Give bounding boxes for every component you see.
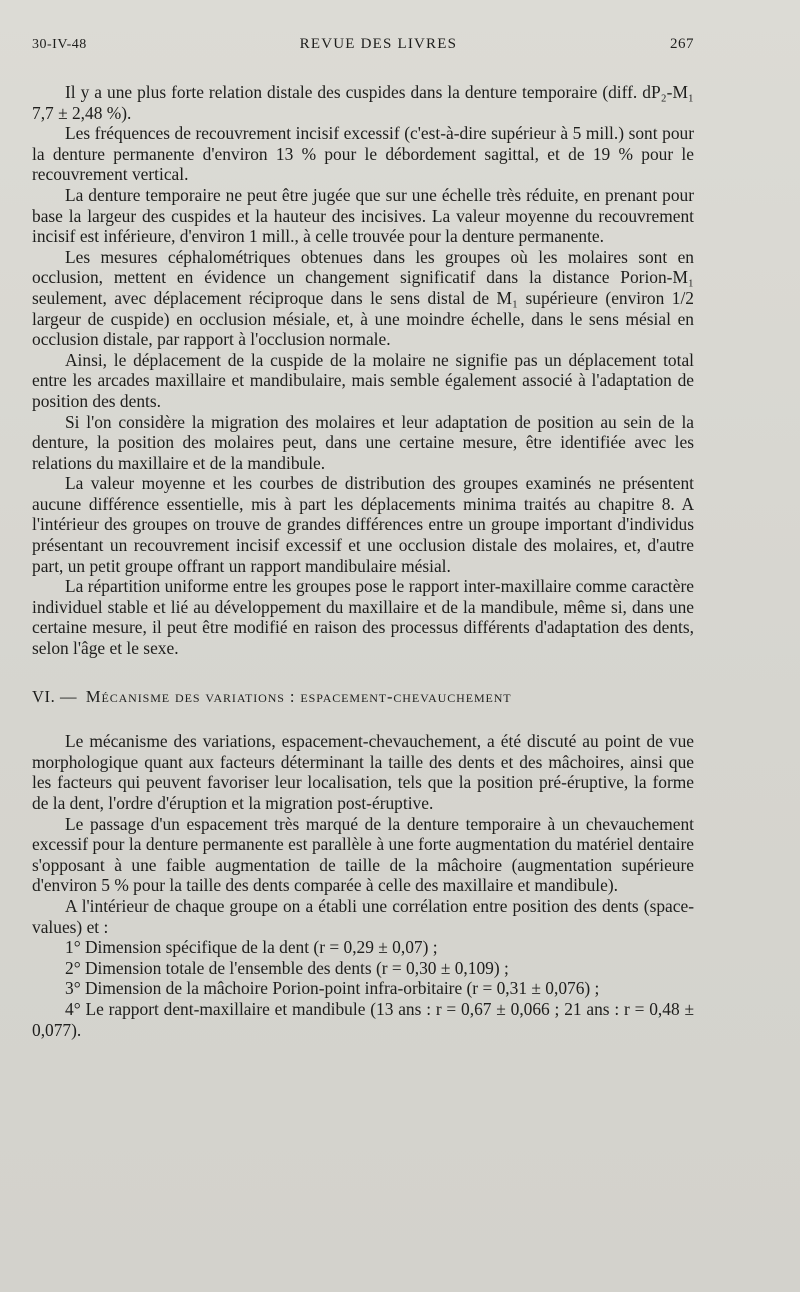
list-item: 2° Dimension totale de l'ensemble des dents (r = 0,30 ± 0,109) ; (65, 957, 509, 978)
paragraph: Si l'on considère la migration des molaires et leur adaptation de position au sein de la denture, la position des molaires peut, dans une certaine mesure, être identifiée avec les relations du maxillaire et de la mandibule. (32, 411, 694, 473)
list-item: 4° Le rapport dent-maxillaire et mandibule (13 ans : r = 0,67 ± 0,066 ; 21 ans : r = 0,48 ± 0,077). (32, 998, 694, 1040)
section-heading (32, 687, 694, 708)
paragraph: A l'intérieur de chaque groupe on a établi une corrélation entre position des dents (space-values) et : (32, 895, 694, 937)
paragraph: Il y a une plus forte relation distale des cuspides dans la denture temporaire (diff. dP₂-M₁ 7,7 ± 2,48 %). (32, 82, 694, 123)
page-number: 267 (669, 36, 694, 52)
paragraph: Ainsi, le déplacement de la cuspide de la molaire ne signifie pas un déplacement total entre les arcades maxillaire et mandibulaire, mais semble également associé à l'adaptation de position des dents. (32, 349, 694, 411)
paragraph: La répartition uniforme entre les groupes pose le rapport inter-maxillaire comme caractère individuel stable et lié au développement du maxillaire et de la mandibule, même si, dans une certaine mesure, il peut être modifié en raison des processus différents d'adaptation des dents, selon l'âge et le sexe. (32, 576, 694, 659)
header-date: 30-IV-48 (32, 37, 87, 52)
paragraph: La valeur moyenne et les courbes de distribution des groupes examinés ne présentent aucune différence essentielle, mis à part les déplacements minima traités au chapitre 8. A l'intérieur des groupes on trouve de grandes différences entre un groupe important d'individus présentant un recouvrement incisif excessif et une occlusion distale des molaires, et, d'autre part, un petit groupe offrant un rapport mandibulaire mésial. (32, 473, 694, 576)
paragraph: Le passage d'un espacement très marqué de la denture temporaire à un chevauchement excessif pour la denture permanente est parallèle à une forte augmentation du matériel dentaire s'opposant à une faible augmentation de taille de la mâchoire (augmentation supérieure d'environ 5 % pour la taille des dents comparée à celle des maxillaire et mandibule). (32, 813, 694, 896)
paragraph: La denture temporaire ne peut être jugée que sur une échelle très réduite, en prenant pour base la largeur des cuspides et la hauteur des incisives. La valeur moyenne du recouvrement incisif est inférieure, d'environ 1 mill., à celle trouvée pour la denture permanente. (32, 184, 694, 247)
article-body (32, 82, 694, 1040)
list-item: 3° Dimension de la mâchoire Porion-point infra-orbitaire (r = 0,31 ± 0,076) ; (65, 978, 600, 999)
header-journal-title: REVUE DES LIVRES (299, 36, 458, 52)
running-header (32, 36, 694, 58)
paragraph: Les fréquences de recouvrement incisif excessif (c'est-à-dire supérieur à 5 mill.) sont pour la denture permanente d'environ 13 % pour le débordement sagittal, et de 19 % pour le recouvrement vertical. (32, 123, 694, 185)
list-item: 1° Dimension spécifique de la dent (r = 0,29 ± 0,07) ; (65, 937, 438, 958)
paragraph: Les mesures céphalométriques obtenues dans les groupes où les molaires sont en occlusion, mettent en évidence un changement significatif dans la distance Porion-M₁ seulement, avec déplacement réciproque dans le sens distal de M₁ supérieure (environ 1/2 largeur de cuspide) en occlusion mésiale, et, à une moindre échelle, dans le sens mésial en occlusion distale, par rapport à l'occlusion normale. (32, 246, 694, 350)
section-title: Mécanisme des variations : espacement-chevauchement (85, 686, 512, 706)
section-number: VI. — (32, 686, 78, 706)
paragraph: Le mécanisme des variations, espacement-chevauchement, a été discuté au point de vue morphologique quant aux facteurs déterminant la taille des dents et des mâchoires, ainsi que les facteurs qui peuvent favoriser leur localisation, tels que la position pré-éruptive, la forme de la dent, l'ordre d'éruption et la migration post-éruptive. (32, 731, 694, 813)
correlation-list (32, 937, 694, 1040)
